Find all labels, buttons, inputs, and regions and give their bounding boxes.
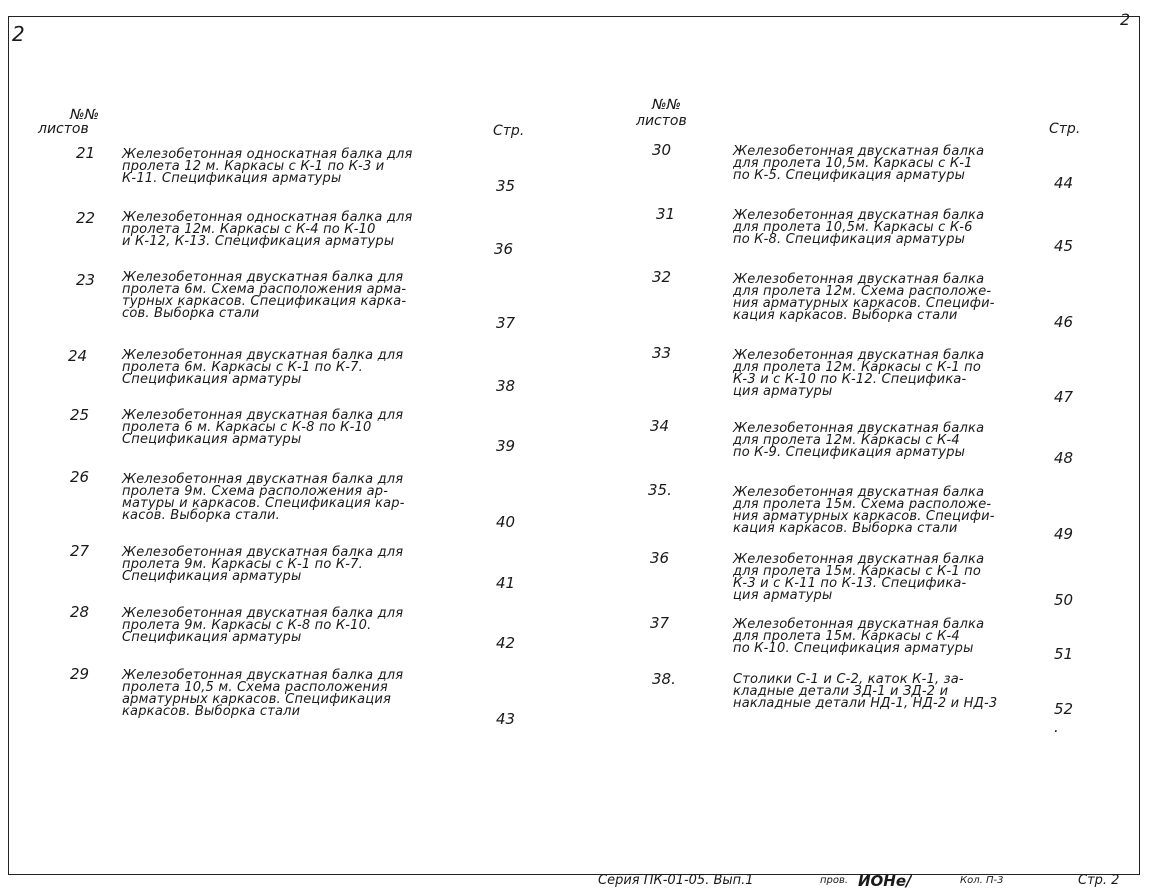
sheet-description: Железобетонная двускатная балка для пролета 12м. Каркасы с К-1 по К-3 и с К-10 по К-12. Спецификa- ция арматуры — [733, 348, 985, 399]
sheet-description: Железобетонная двускатная балка для пролета 6м. Схема расположения арма- турных каркасов. Спецификация карка- сов. Выборка стали — [122, 270, 407, 321]
sheet-number: 31 — [656, 205, 676, 223]
right-header-page: Стр. — [1049, 121, 1081, 137]
sheet-description: Столики С-1 и С-2, каток К-1, за- кладные детали ЗД-1 и ЗД-2 и накладные детали НД-1, НД-2 и НД-3 — [733, 672, 998, 711]
page-number: 37 — [496, 314, 516, 332]
sheet-number: 24 — [68, 347, 88, 365]
sheet-number: 32 — [652, 268, 672, 286]
sheet-description: Железобетонная двускатная балка для пролета 15м. Каркасы с К-1 по К-3 и с К-11 по К-13. Спецификa- ция арматуры — [733, 552, 985, 603]
sheet-description: Железобетонная двускатная балка для пролета 9м. Схема расположения ар- матуры и каркасов. Спецификация кар- касов. Выборка стали. — [122, 472, 405, 523]
footer-code: Кол. П-3 — [960, 875, 1004, 886]
page-number: 48 — [1054, 449, 1074, 467]
left-header-sheets: листов — [38, 121, 89, 137]
sheet-number: 26 — [70, 468, 90, 486]
page-number: 43 — [496, 710, 516, 728]
sheet-description: Железобетонная двускатная балка для пролета 10,5м. Каркасы с К-6 по К-8. Спецификация арматуры — [733, 208, 985, 247]
sheet-description: Железобетонная двускатная балка для пролета 12м. Схема расположе- ния арматурных каркасов. Специфи- кация каркасов. Выборка стали — [733, 272, 995, 323]
sheet-description: Железобетонная двускатная балка для пролета 10,5м. Каркасы с К-1 по К-5. Спецификация арматуры — [733, 144, 985, 183]
sheet-number: 27 — [70, 542, 90, 560]
sheet-number: 38. — [652, 670, 676, 688]
sheet-description: Железобетонная односкатная балка для пролета 12 м. Каркасы с К-1 по К-3 и К-11. Спецификация арматуры — [122, 147, 413, 186]
page-number: 51 — [1054, 645, 1074, 663]
page-number: 44 — [1054, 174, 1074, 192]
sheet-number: 30 — [652, 141, 672, 159]
right-header-number: №№ — [652, 97, 682, 113]
footer-series: Серия ПК-01-05. Вып.1 — [598, 874, 754, 888]
footer-page: Стр. 2 — [1078, 874, 1120, 888]
sheet-description: Железобетонная двускатная балка для пролета 15м. Каркасы с К-4 по К-10. Спецификация арматуры — [733, 617, 985, 656]
sheet-description: Железобетонная односкатная балка для пролета 12м. Каркасы с К-4 по К-10 и К-12, К-13. Спецификация арматуры — [122, 210, 413, 249]
page-number: 47 — [1054, 388, 1074, 406]
left-header-number: №№ — [70, 107, 100, 123]
sheet-description: Железобетонная двускатная балка для пролета 9м. Каркасы с К-8 по К-10. Спецификация арматуры — [122, 606, 404, 645]
page-number: 42 — [496, 634, 516, 652]
sheet-number: 36 — [650, 549, 670, 567]
left-header-page: Стр. — [493, 123, 525, 139]
top-right-page-mark: 2 — [1120, 10, 1131, 29]
page-number: 45 — [1054, 237, 1074, 255]
sheet-number: 21 — [76, 144, 96, 162]
sheet-description: Железобетонная двускатная балка для пролета 6 м. Каркасы с К-8 по К-10 Спецификация арматуры — [122, 408, 404, 447]
sheet-number: 22 — [76, 209, 96, 227]
page-number: 49 — [1054, 525, 1074, 543]
sheet-description: Железобетонная двускатная балка для пролета 6м. Каркасы с К-1 по К-7. Спецификация арматуры — [122, 348, 404, 387]
sheet-number: 29 — [70, 665, 90, 683]
page-number: 35 — [496, 177, 516, 195]
footer-signature: ИОНе/ — [858, 874, 912, 888]
sheet-description: Железобетонная двускатная балка для пролета 9м. Каркасы с К-1 по К-7. Спецификация арматуры — [122, 545, 404, 584]
sheet-number: 28 — [70, 603, 90, 621]
page-number: 46 — [1054, 313, 1074, 331]
sheet-number: 37 — [650, 614, 670, 632]
page-number: 39 — [496, 437, 516, 455]
page-number: 40 — [496, 513, 516, 531]
right-header-sheets: листов — [636, 113, 687, 129]
sheet-number: 34 — [650, 417, 670, 435]
sheet-number: 35. — [648, 481, 672, 499]
page-number: 41 — [496, 574, 516, 592]
sheet-number: 25 — [70, 406, 90, 424]
page-number: 38 — [496, 377, 516, 395]
page-number: 36 — [494, 240, 514, 258]
sheet-description: Железобетонная двускатная балка для пролета 12м. Каркасы с К-4 по К-9. Спецификация арматуры — [733, 421, 985, 460]
top-left-page-mark: 2 — [12, 22, 25, 46]
page-number: 50 — [1054, 591, 1074, 609]
sheet-number: 23 — [76, 271, 96, 289]
sheet-number: 33 — [652, 344, 672, 362]
footer-checked-label: пров. — [820, 875, 849, 886]
sheet-description: Железобетонная двускатная балка для пролета 10,5 м. Схема расположения арматурных каркасов. Спецификация каркасов. Выборка стали — [122, 668, 404, 719]
page-number: 52 . — [1054, 700, 1074, 736]
sheet-description: Железобетонная двускатная балка для пролета 15м. Схема расположе- ния арматурных каркасов. Специфи- кация каркасов. Выборка стали — [733, 485, 995, 536]
